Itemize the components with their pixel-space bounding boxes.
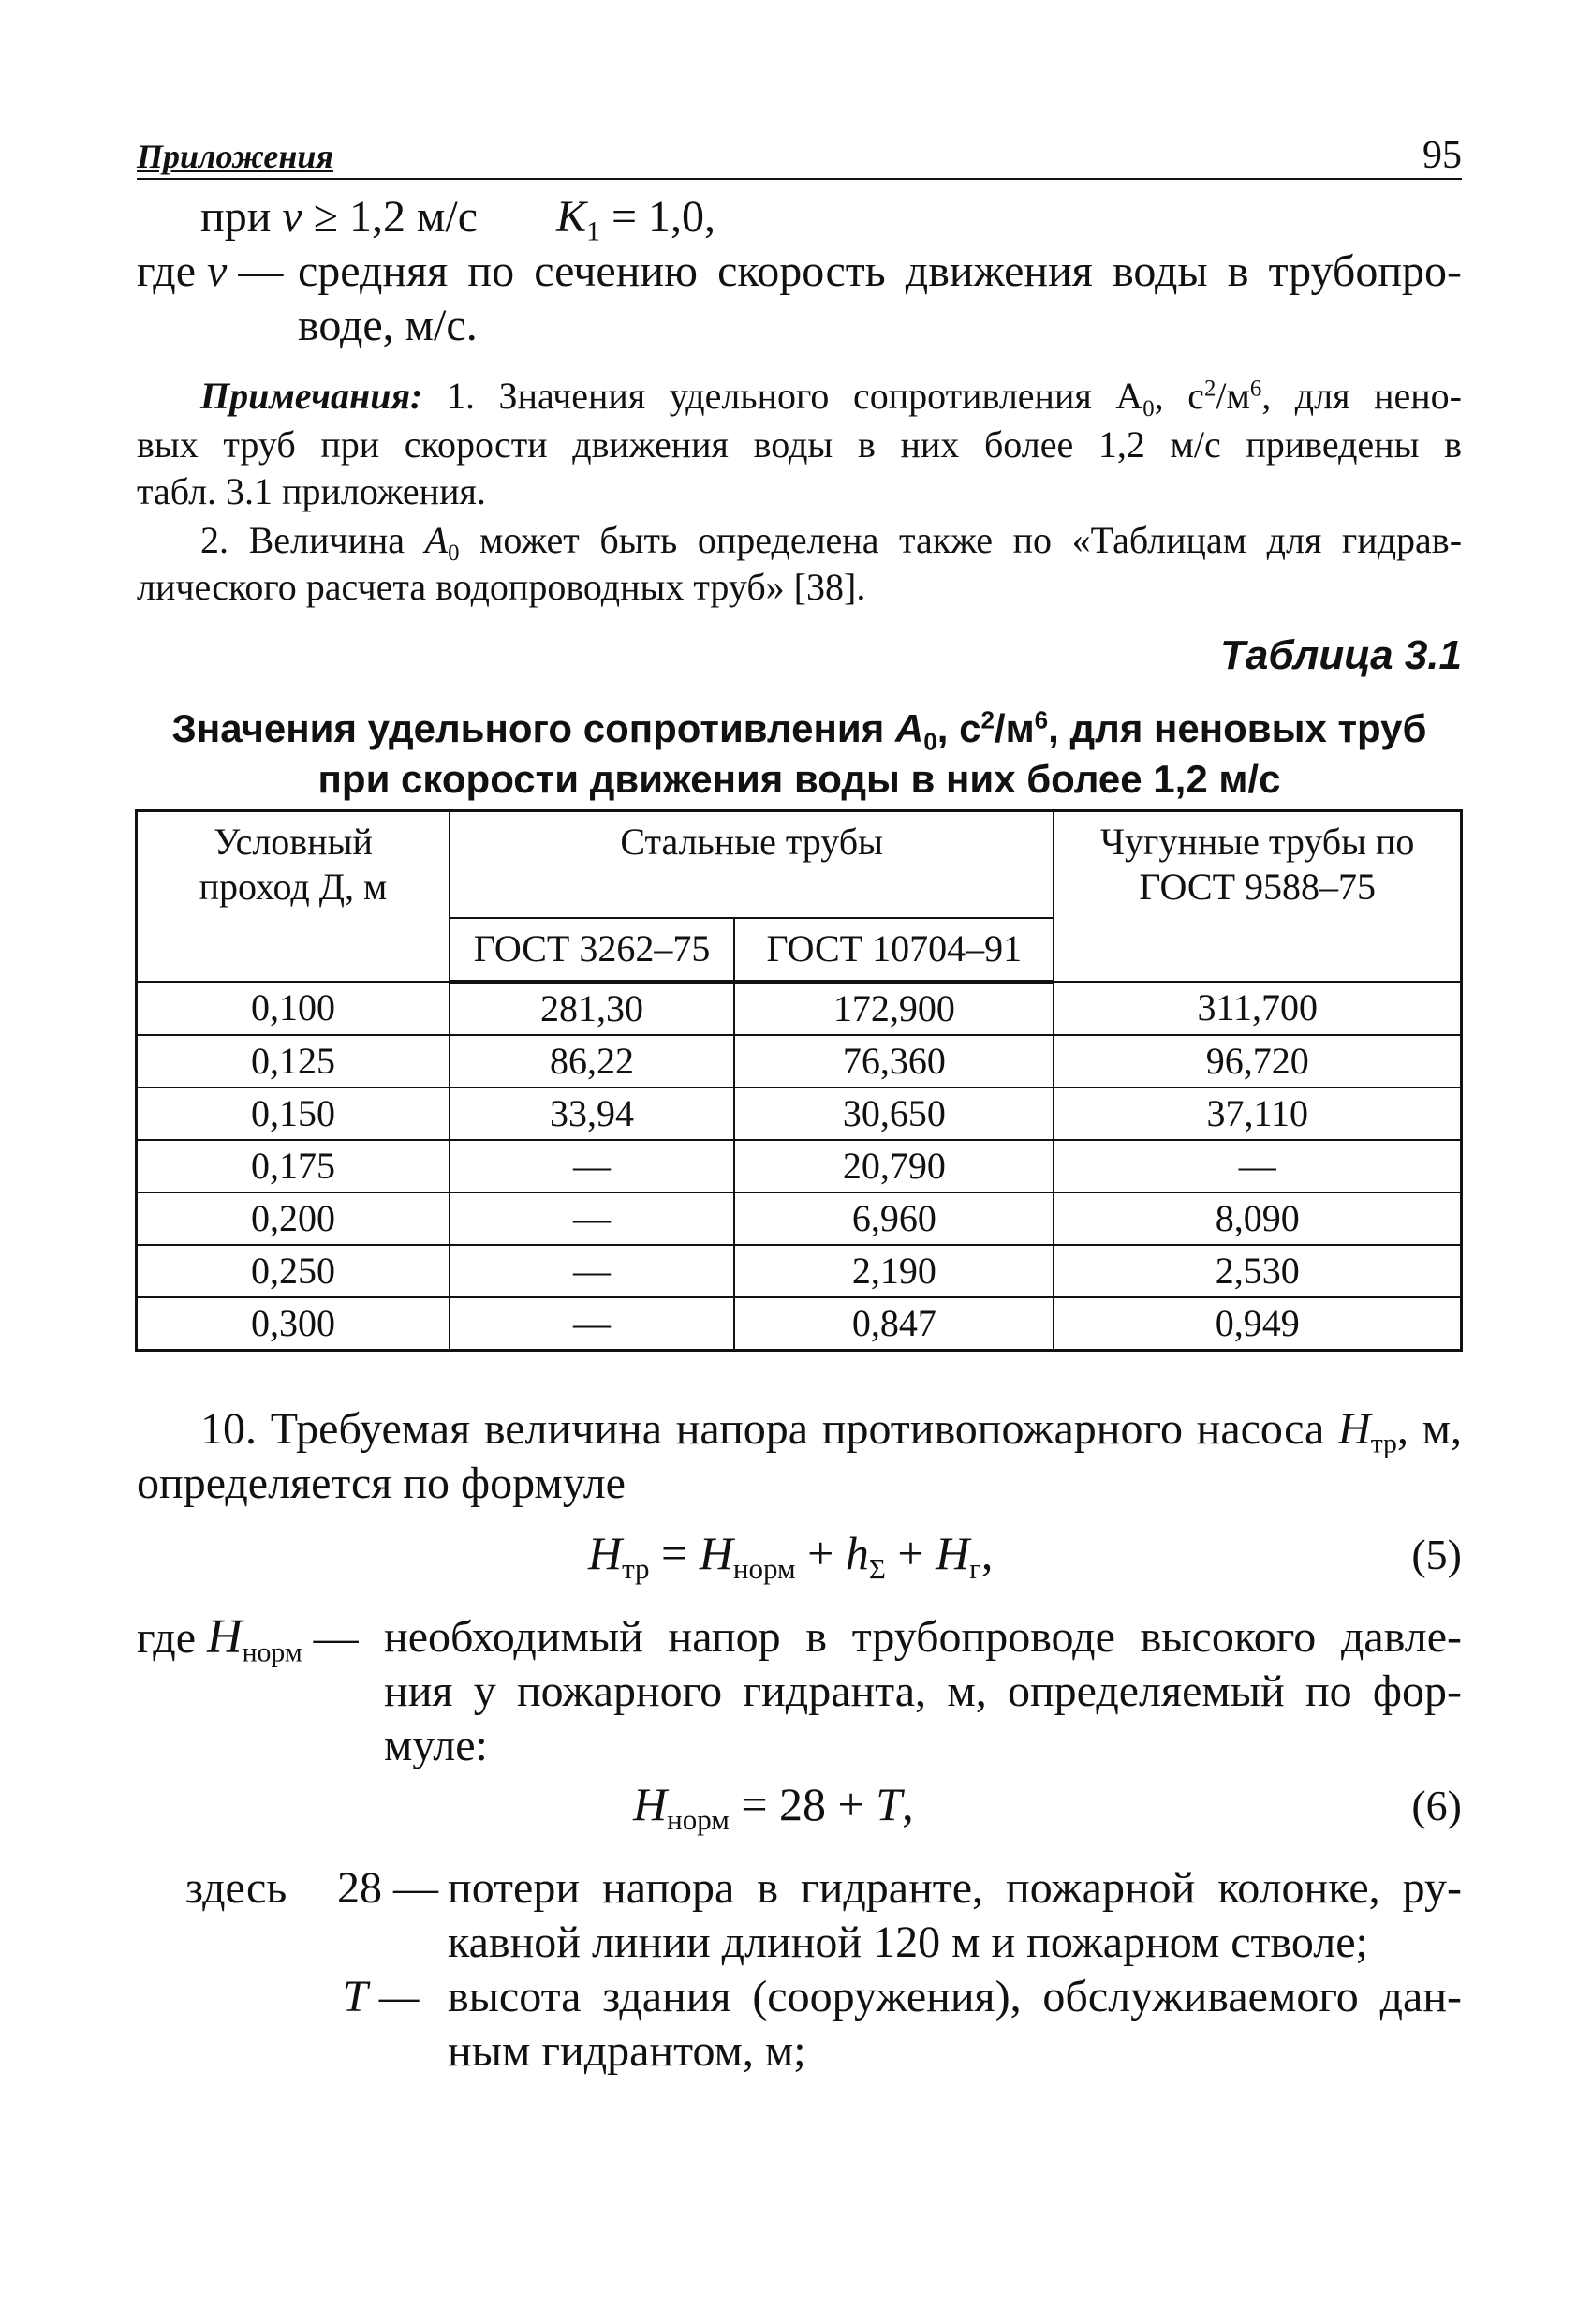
cell-gost-3262: 33,94 [450, 1088, 734, 1140]
notes-label: Примечания: [200, 375, 423, 417]
k-var: K [556, 192, 587, 242]
cell-gost-3262: — [450, 1140, 734, 1192]
cell-gost-3262: 86,22 [450, 1035, 734, 1088]
cell-cast-iron: 37,110 [1054, 1088, 1461, 1140]
cell-gost-10704: 2,190 [734, 1245, 1054, 1297]
table-row [137, 1035, 1462, 1088]
cell-diameter: 0,100 [137, 982, 450, 1035]
cell-gost-3262: 281,30 [450, 982, 734, 1035]
table-row [137, 1140, 1462, 1192]
cell-gost-3262: — [450, 1297, 734, 1351]
note1-sup1: 2 [1203, 376, 1216, 402]
header-gost-10704: ГОСТ 10704–91 [734, 918, 1054, 982]
cell-diameter: 0,200 [137, 1192, 450, 1245]
f5-eq: = [649, 1527, 700, 1579]
k-value: = 1,0, [599, 192, 716, 242]
header-steel-pipes: Стальные трубы [450, 811, 1054, 918]
resistance-table [135, 809, 1463, 1352]
f5-hs-sub: Σ [868, 1551, 886, 1585]
note1-part1: 1. Значения удельного сопротивления А [422, 375, 1143, 417]
table-title-line-2: при скорости движения воды в них более 1,2 м/с [317, 757, 1281, 801]
para10-var: Н [1338, 1404, 1371, 1454]
section-title: Приложения [137, 138, 333, 175]
f5-plus2: + [885, 1527, 936, 1579]
cell-cast-iron: — [1054, 1140, 1461, 1192]
where-h-text-3: муле: [384, 1721, 488, 1770]
f5-hg-sub: г [969, 1551, 981, 1585]
where-h-text-1: необходимый напор в трубопроводе высокого давле- [384, 1612, 1462, 1662]
title-part4: , для неновых труб [1048, 706, 1427, 750]
formula-5 [588, 1525, 994, 1585]
f6-t: Т [876, 1778, 903, 1830]
table-row [137, 1088, 1462, 1140]
table-title-line-1 [137, 704, 1462, 756]
cell-gost-10704: 20,790 [734, 1140, 1054, 1192]
here-item-2-key: Т — [343, 1972, 420, 2021]
note-1-line-1 [200, 373, 1462, 420]
note1-sub: 0 [1142, 395, 1155, 422]
here-item-2-text-1: высота здания (сооружения), обслуживаемого дан- [448, 1972, 1462, 2021]
note-2-line-2: лического расчета водопроводных труб» [38]. [137, 566, 866, 608]
header-col1-line2: проход Д, м [199, 866, 388, 908]
cell-gost-3262: — [450, 1245, 734, 1297]
formula-6 [633, 1776, 914, 1836]
f6-h-sub: норм [667, 1802, 730, 1836]
formula-6-number: (6) [1411, 1782, 1462, 1829]
para-10-line-1 [200, 1403, 1463, 1459]
note2-part1: 2. Величина [200, 519, 425, 561]
f6-tail: , [902, 1778, 914, 1830]
cell-diameter: 0,175 [137, 1140, 450, 1192]
title-sub: 0 [923, 727, 937, 756]
title-var: А [894, 706, 924, 750]
where-label: где [137, 246, 208, 296]
f5-hn: Н [699, 1527, 733, 1579]
where-v-text-2: воде, м/с. [298, 301, 478, 350]
cell-gost-10704: 76,360 [734, 1035, 1054, 1088]
header-cast-line2: ГОСТ 9588–75 [1139, 866, 1377, 908]
note2-part2: может быть определена также по «Таблицам для гидрав- [459, 519, 1463, 561]
header-gost-3262: ГОСТ 3262–75 [450, 918, 734, 982]
where-h-label [137, 1610, 359, 1668]
note1-part4: , для нено- [1261, 375, 1462, 417]
note1-part3: /м [1216, 375, 1250, 417]
f5-hg: Н [936, 1527, 970, 1579]
here-item-1-text-1: потери напора в гидранте, пожарной колонке, ру- [448, 1863, 1462, 1913]
cell-cast-iron: 8,090 [1054, 1192, 1461, 1245]
condition-line [200, 191, 716, 247]
f5-tail: , [980, 1527, 994, 1579]
f5-hn-sub: норм [732, 1551, 796, 1585]
where-v-label [137, 245, 283, 298]
where-dash: — [227, 246, 284, 296]
condition-prefix: при [200, 192, 283, 242]
note-1-line-2: вых труб при скорости движения воды в них более 1,2 м/с приведены в [137, 423, 1462, 466]
where-v-text-1: средняя по сечению скорость движения воды в трубопро- [298, 246, 1462, 296]
f5-h: Н [588, 1527, 623, 1579]
cell-diameter: 0,250 [137, 1245, 450, 1297]
here-label: здесь [185, 1863, 287, 1913]
table-row [137, 1192, 1462, 1245]
cell-diameter: 0,150 [137, 1088, 450, 1140]
f5-plus1: + [795, 1527, 846, 1579]
cell-cast-iron: 96,720 [1054, 1035, 1461, 1088]
title-sup1: 2 [980, 705, 995, 734]
where-h-prefix: где [137, 1613, 208, 1663]
cell-gost-10704: 0,847 [734, 1297, 1054, 1351]
k-sub: 1 [586, 215, 600, 247]
note1-part2: , с [1154, 375, 1204, 417]
cell-gost-10704: 6,960 [734, 1192, 1054, 1245]
cell-cast-iron: 311,700 [1054, 982, 1461, 1035]
f5-hs: h [845, 1527, 869, 1579]
para10-part2: , м, [1396, 1404, 1463, 1454]
here-item-2-text-2: ным гидрантом, м; [448, 2026, 806, 2076]
header-nominal-diameter [137, 811, 450, 982]
cell-gost-10704: 30,650 [734, 1088, 1054, 1140]
title-sup2: 6 [1034, 705, 1049, 734]
cell-diameter: 0,300 [137, 1297, 450, 1351]
note1-sup2: 6 [1249, 376, 1262, 402]
where-h-text-2: ния у пожарного гидранта, м, определяемый по фор- [384, 1666, 1462, 1716]
page-number: 95 [1422, 134, 1462, 177]
para10-part1: 10. Требуемая величина напора противопожарного насоса [200, 1404, 1339, 1454]
here-item-1-key: 28 — [337, 1863, 438, 1913]
header-col1-line1: Условный [214, 821, 373, 863]
header-cast-line1: Чугунные трубы по [1100, 821, 1415, 863]
title-part3: /м [994, 706, 1035, 750]
title-part1: Значения удельного сопротивления [171, 706, 895, 750]
para10-sub: тр [1370, 1428, 1397, 1459]
table-row [137, 982, 1462, 1035]
note2-sub: 0 [448, 540, 460, 566]
note-2-line-1 [200, 517, 1462, 564]
header-cast-iron-pipes [1054, 811, 1461, 982]
f6-h: Н [633, 1778, 668, 1830]
where-h-var: Н [207, 1610, 243, 1664]
cell-cast-iron: 0,949 [1054, 1297, 1461, 1351]
condition-rest: ≥ 1,2 м/с [302, 192, 479, 242]
condition-var: v [282, 192, 302, 242]
table-row [137, 1245, 1462, 1297]
where-var: v [207, 246, 228, 296]
note-1-line-3: табл. 3.1 приложения. [137, 470, 486, 512]
where-h-sub: норм [242, 1636, 302, 1668]
f5-h-sub: тр [622, 1551, 650, 1585]
table-row [137, 1297, 1462, 1351]
note2-var: А [424, 519, 449, 561]
cell-diameter: 0,125 [137, 1035, 450, 1088]
para-10-line-2: определяется по формуле [137, 1458, 626, 1508]
table-label: Таблица 3.1 [1220, 632, 1462, 678]
formula-5-number: (5) [1411, 1531, 1462, 1578]
f6-rest: = 28 + [729, 1778, 877, 1830]
title-part2: , с [936, 706, 981, 750]
cell-gost-10704: 172,900 [734, 982, 1054, 1035]
cell-gost-3262: — [450, 1192, 734, 1245]
where-h-dash: — [302, 1613, 359, 1663]
here-item-1-text-2: кавной линии длиной 120 м и пожарном стволе; [448, 1917, 1368, 1967]
cell-cast-iron: 2,530 [1054, 1245, 1461, 1297]
running-header [137, 129, 1462, 180]
